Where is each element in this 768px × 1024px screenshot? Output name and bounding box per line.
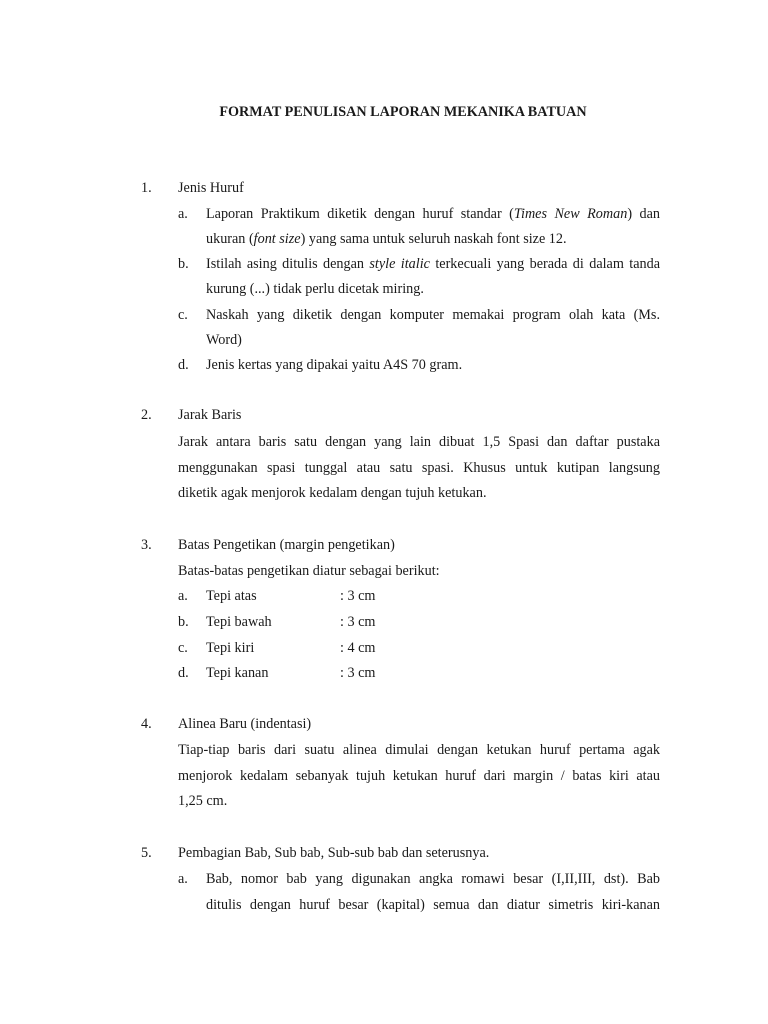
section-5-number: 5. (141, 845, 152, 861)
item-1c-line-1: Naskah yang diketik dengan komputer memakai program olah kata (Ms. (206, 307, 660, 323)
section-4-line-3: 1,25 cm. (178, 793, 228, 809)
item-1d-letter: d. (178, 357, 189, 373)
section-2-line-3: diketik agak menjorok kedalam dengan tujuh ketukan. (178, 485, 487, 501)
margin-item-label: Tepi kanan (206, 665, 269, 681)
section-1-number: 1. (141, 180, 152, 196)
section-4-line-1: Tiap-tiap baris dari suatu alinea dimulai dengan ketukan huruf pertama agak (178, 742, 660, 758)
margin-item-value: : 3 cm (340, 665, 376, 681)
item-1a-line-1: Laporan Praktikum diketik dengan huruf standar (Times New Roman) dan (206, 206, 660, 222)
section-5-heading: Pembagian Bab, Sub bab, Sub-sub bab dan seterusnya. (178, 845, 490, 861)
item-1a-letter: a. (178, 206, 188, 222)
item-5a-line-1: Bab, nomor bab yang digunakan angka romawi besar (I,II,III, dst). Bab (206, 871, 660, 887)
margin-item-letter: a. (178, 588, 188, 604)
section-2-heading: Jarak Baris (178, 407, 242, 423)
item-1d-line-1: Jenis kertas yang dipakai yaitu A4S 70 gram. (206, 357, 463, 373)
section-3-number: 3. (141, 537, 152, 553)
item-1b-line-2: kurung (...) tidak perlu dicetak miring. (206, 281, 424, 297)
page-title: FORMAT PENULISAN LAPORAN MEKANIKA BATUAN (219, 104, 587, 120)
margin-item-label: Tepi bawah (206, 614, 272, 630)
margin-item-label: Tepi kiri (206, 640, 255, 656)
section-3-intro: Batas-batas pengetikan diatur sebagai berikut: (178, 563, 440, 579)
section-4-number: 4. (141, 716, 152, 732)
item-5a-letter: a. (178, 871, 188, 887)
item-1b-letter: b. (178, 256, 189, 272)
item-1c-letter: c. (178, 307, 188, 323)
margin-item-value: : 3 cm (340, 588, 376, 604)
margin-item-value: : 4 cm (340, 640, 376, 656)
section-4-line-2: menjorok kedalam sebanyak tujuh ketukan huruf dari margin / batas kiri atau (178, 768, 660, 784)
item-1a-line-2: ukuran (font size) yang sama untuk seluruh naskah font size 12. (206, 231, 567, 247)
margin-item-label: Tepi atas (206, 588, 257, 604)
section-3-heading: Batas Pengetikan (margin pengetikan) (178, 537, 395, 553)
section-4-heading: Alinea Baru (indentasi) (178, 716, 312, 732)
section-2-number: 2. (141, 407, 152, 423)
margin-item-letter: c. (178, 640, 188, 656)
margin-item-value: : 3 cm (340, 614, 376, 630)
section-1-heading: Jenis Huruf (178, 180, 244, 196)
margin-item-letter: d. (178, 665, 189, 681)
item-5a-line-2: ditulis dengan huruf besar (kapital) semua dan diatur simetris kiri-kanan (206, 897, 660, 913)
section-2-line-1: Jarak antara baris satu dengan yang lain dibuat 1,5 Spasi dan daftar pustaka (178, 434, 660, 450)
section-2-line-2: menggunakan spasi tunggal atau satu spasi. Khusus untuk kutipan langsung (178, 460, 660, 476)
item-1c-line-2: Word) (206, 332, 242, 348)
item-1b-line-1: Istilah asing ditulis dengan style italic terkecuali yang berada di dalam tanda (206, 256, 660, 272)
margin-item-letter: b. (178, 614, 189, 630)
